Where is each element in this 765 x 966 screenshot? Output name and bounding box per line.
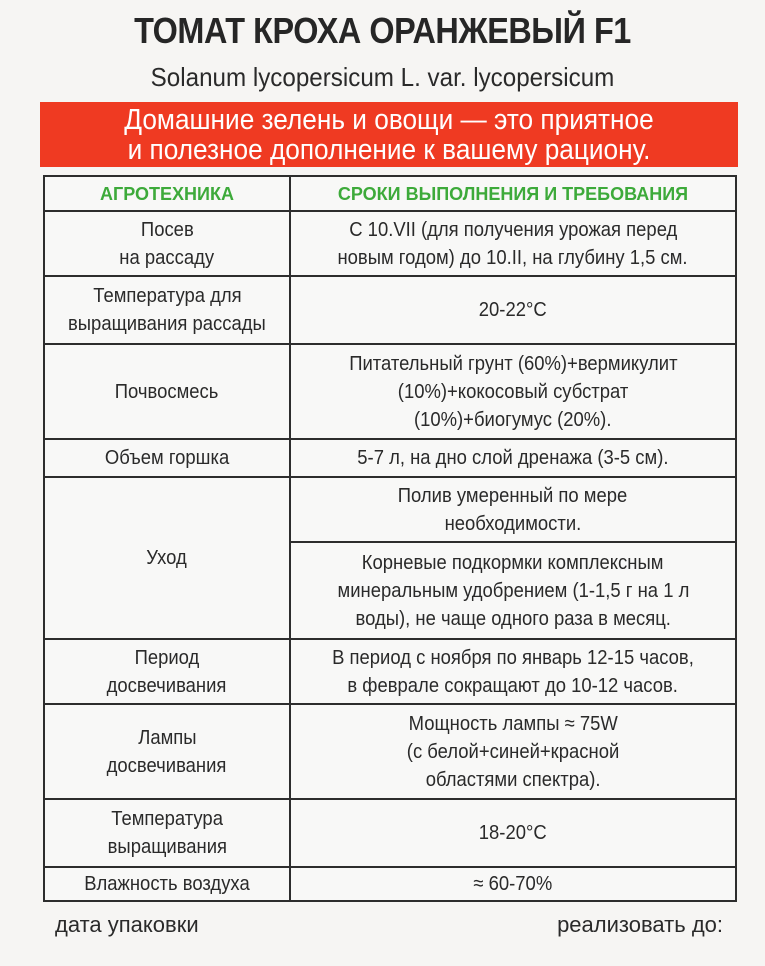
agrotech-table xyxy=(43,175,737,902)
row-label: Объем горшка xyxy=(44,439,290,477)
row-label: Температура выращивания xyxy=(44,799,290,867)
sell-by-label: реализовать до: xyxy=(557,912,723,937)
row-label: Период досвечивания xyxy=(44,639,290,704)
promo-banner xyxy=(40,102,738,167)
row-value: Питательный грунт (60%)+вермикулит (10%)+кокосовый субстрат (10%)+биогумус (20%). xyxy=(290,344,736,439)
table-header-row xyxy=(44,176,736,211)
table-row xyxy=(44,276,736,344)
row-value: Полив умеренный по мере необходимости. xyxy=(290,477,736,542)
header-requirements: СРОКИ ВЫПОЛНЕНИЯ И ТРЕБОВАНИЯ xyxy=(290,176,736,211)
banner-line-1: Домашние зелень и овощи — это приятное xyxy=(124,104,654,136)
row-value: Мощность лампы ≈ 75W (с белой+синей+красной областями спектра). xyxy=(290,704,736,799)
table-row xyxy=(44,477,736,542)
row-label: Температура для выращивания рассады xyxy=(44,276,290,344)
row-label: Почвосмесь xyxy=(44,344,290,439)
packing-date-label: дата упаковки xyxy=(55,912,199,937)
row-value: 18-20°C xyxy=(290,799,736,867)
row-label: Уход xyxy=(44,477,290,639)
latin-name: Solanum lycopersicum L. var. lycopersicum xyxy=(150,62,615,92)
product-title: ТОМАТ КРОХА ОРАНЖЕВЫЙ F1 xyxy=(134,10,631,51)
table-row xyxy=(44,344,736,439)
table-row xyxy=(44,639,736,704)
table-row xyxy=(44,211,736,276)
table-row xyxy=(44,799,736,867)
row-label: Посев на рассаду xyxy=(44,211,290,276)
table-row xyxy=(44,867,736,901)
banner-line-2: и полезное дополнение к вашему рациону. xyxy=(127,134,651,166)
row-value: В период с ноября по январь 12-15 часов, в феврале сокращают до 10-12 часов. xyxy=(290,639,736,704)
header-agrotech: АГРОТЕХНИКА xyxy=(44,176,290,211)
table-row xyxy=(44,439,736,477)
row-value: ≈ 60-70% xyxy=(290,867,736,901)
row-value: 5-7 л, на дно слой дренажа (3-5 см). xyxy=(290,439,736,477)
row-value: С 10.VII (для получения урожая перед новым годом) до 10.II, на глубину 1,5 см. xyxy=(290,211,736,276)
row-label: Лампы досвечивания xyxy=(44,704,290,799)
row-value: 20-22°C xyxy=(290,276,736,344)
row-label: Влажность воздуха xyxy=(44,867,290,901)
table-row xyxy=(44,704,736,799)
row-value: Корневые подкормки комплексным минеральным удобрением (1-1,5 г на 1 л воды), не чаще одного раза в месяц. xyxy=(290,542,736,639)
